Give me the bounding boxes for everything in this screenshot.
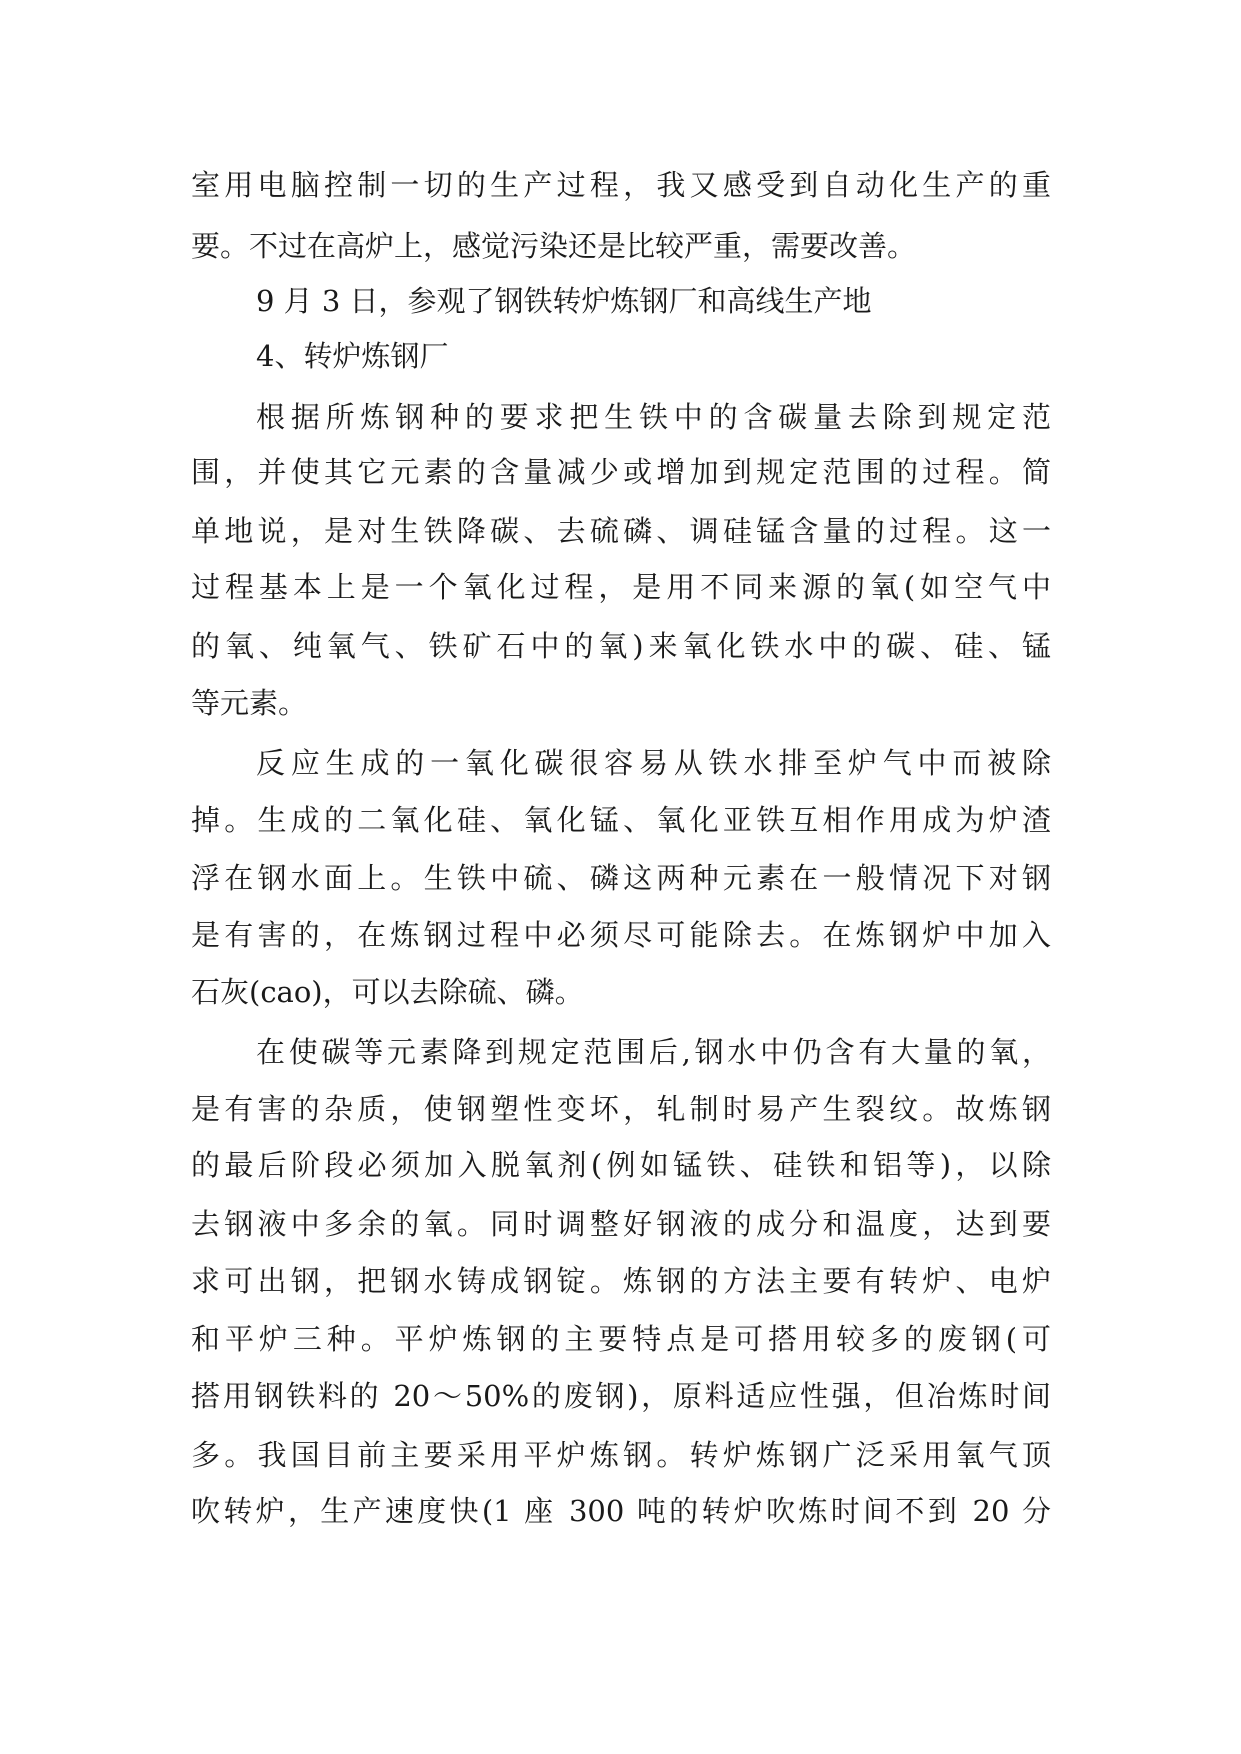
text-line: 石灰(cao)，可以去除硫、磷。 (191, 975, 584, 1009)
text-line: 室用电脑控制一切的生产过程，我又感受到自动化生产的重 (191, 168, 1051, 202)
text-line: 单地说，是对生铁降碳、去硫磷、调硅锰含量的过程。这一 (191, 514, 1051, 548)
text-line: 根据所炼钢种的要求把生铁中的含碳量去除到规定范 (256, 400, 1051, 434)
text-line: 反应生成的一氧化碳很容易从铁水排至炉气中而被除 (256, 746, 1051, 780)
text-line: 在使碳等元素降到规定范围后,钢水中仍含有大量的氧， (256, 1035, 1051, 1069)
text-line: 浮在钢水面上。生铁中硫、磷这两种元素在一般情况下对钢 (191, 861, 1051, 895)
text-line: 去钢液中多余的氧。同时调整好钢液的成分和温度，达到要 (191, 1207, 1051, 1241)
text-line: 吹转炉，生产速度快(1 座 300 吨的转炉吹炼时间不到 20 分 (191, 1494, 1051, 1528)
text-line: 掉。生成的二氧化硅、氧化锰、氧化亚铁互相作用成为炉渣 (191, 803, 1051, 837)
text-line: 搭用钢铁料的 20～50%的废钢)，原料适应性强，但冶炼时间 (191, 1379, 1051, 1413)
date-line: 9 月 3 日，参观了钢铁转炉炼钢厂和高线生产地 (256, 284, 872, 318)
text-line: 和平炉三种。平炉炼钢的主要特点是可搭用较多的废钢(可 (191, 1322, 1051, 1356)
text-line: 过程基本上是一个氧化过程，是用不同来源的氧(如空气中 (191, 570, 1051, 604)
text-line: 的最后阶段必须加入脱氧剂(例如锰铁、硅铁和铝等)，以除 (191, 1148, 1051, 1182)
text-line: 要。不过在高炉上，感觉污染还是比较严重，需要改善。 (191, 229, 917, 263)
text-line: 等元素。 (191, 686, 308, 720)
text-line: 求可出钢，把钢水铸成钢锭。炼钢的方法主要有转炉、电炉 (191, 1264, 1051, 1298)
text-line: 围，并使其它元素的含量减少或增加到规定范围的过程。简 (191, 455, 1051, 489)
text-line: 的氧、纯氧气、铁矿石中的氧)来氧化铁水中的碳、硅、锰 (191, 629, 1051, 663)
text-line: 多。我国目前主要采用平炉炼钢。转炉炼钢广泛采用氧气顶 (191, 1438, 1051, 1472)
text-line: 是有害的杂质，使钢塑性变坏，轧制时易产生裂纹。故炼钢 (191, 1092, 1051, 1126)
text-line: 是有害的，在炼钢过程中必须尽可能除去。在炼钢炉中加入 (191, 918, 1051, 952)
section-heading: 4、转炉炼钢厂 (256, 339, 449, 373)
